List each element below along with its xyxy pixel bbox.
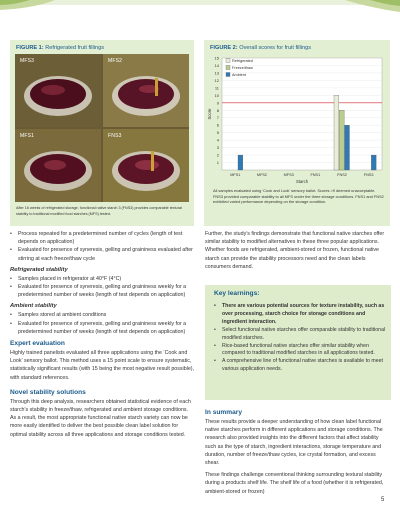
list-item: • Evaluated for presence of syneresis, gelling and graininess evaluated after stirring at each freeze/thaw cycle xyxy=(10,246,194,262)
legend-label: Ambient xyxy=(232,73,246,77)
y-tick-label: 4 xyxy=(216,137,219,143)
photo-panel-mfs2 xyxy=(103,54,189,127)
panel-label-mfs2: MFS2 xyxy=(108,58,123,64)
x-tick-label: MFS2 xyxy=(256,173,268,177)
bar-ambient xyxy=(345,125,350,170)
list-item: • Select functional native starches offer comparable stability to traditional modified starches. xyxy=(214,327,386,343)
ambient-bullets xyxy=(10,311,194,336)
bar-ambient xyxy=(371,155,376,170)
figure-1-label: FIGURE 1: xyxy=(16,45,44,51)
refrigerated-heading: Refrigerated stability xyxy=(10,266,68,273)
list-item: • Process repeated for a predetermined number of cycles (length of test depends on application) xyxy=(10,230,194,246)
figure-1-caption: After 16 weeks of refrigerated storage, functional native starch 3 (FNS3) provides comparable textural stability to traditional modified food starches (MFS) tested. xyxy=(16,206,182,216)
y-tick-label: 14 xyxy=(214,62,219,68)
scores-chart xyxy=(204,40,390,186)
plot-area xyxy=(222,58,382,170)
legend-swatch xyxy=(226,59,230,63)
summary-paragraph-2: These findings challenge conventional thinking surrounding textural stability during a products shelf life. The shelf life of a food (whether it is refrigerated, ambient-stored or frozen) xyxy=(205,472,384,495)
photo-panel-mfs1 xyxy=(15,129,101,202)
legend-label: Refrigerated xyxy=(232,59,253,63)
left-column xyxy=(10,230,194,439)
bar-freeze-thaw xyxy=(339,110,344,170)
y-tick-label: 3 xyxy=(216,145,219,151)
figure-2-label: FIGURE 2: xyxy=(210,45,238,51)
expert-evaluation-text: Highly trained panelists evaluated all three applications using the ‘Cook and Look’ sensory ballot. This method uses a 15 point scale to ensure systematic, statistically significant results (with 15 being the most negative result possible), with standard references. xyxy=(10,350,195,381)
legend-label: Freeze/thaw xyxy=(232,66,253,70)
y-axis-label: Score xyxy=(207,108,212,120)
fruit-filling-photo xyxy=(15,54,189,202)
y-tick-label: 9 xyxy=(216,100,219,106)
key-learnings-list xyxy=(214,303,386,374)
expert-evaluation-heading: Expert evaluation xyxy=(10,340,65,348)
novel-solutions-heading: Novel stability solutions xyxy=(10,388,86,396)
y-tick-label: 7 xyxy=(216,115,219,121)
list-item: • Evaluated for presence of syneresis, gelling and graininess weekly for a predetermined number of weeks (length of test depends on application) xyxy=(10,283,194,299)
y-tick-label: 12 xyxy=(214,77,219,83)
y-tick-label: 6 xyxy=(216,122,219,128)
figure-2 xyxy=(204,40,390,226)
bar-ambient xyxy=(238,155,243,170)
method-bullets xyxy=(10,230,194,263)
figure-1-title-text: Refrigerated fruit fillings xyxy=(45,45,104,51)
figure-2-caption: All samples evaluated using ‘Cook and Look’ sensory ballot. Scores >9 deemed unacceptable. FNS3 provided comparable stability to all MFS under the three storage conditions. FNS1 and FNS2 exhibited varied performance depending on the storage condition. xyxy=(213,188,384,205)
list-item: • Samples stored at ambient conditions xyxy=(10,311,194,319)
list-item: • There are various potential sources for texture instability, such as over processing, starch choice for storage conditions and ingredient interaction. xyxy=(214,303,386,327)
key-learnings-box xyxy=(205,285,391,400)
photo-panel-fns3 xyxy=(103,129,189,202)
y-tick-label: 13 xyxy=(214,70,219,76)
key-learnings-heading: Key learnings: xyxy=(214,290,260,297)
figure-1 xyxy=(10,40,194,226)
legend-swatch xyxy=(226,66,230,70)
list-item: • Samples placed in refrigerator at 40°F (4°C) xyxy=(10,275,194,283)
list-item: • Rice-based functional native starches offer similar stability when compared to traditional modified starches in all applications tested. xyxy=(214,343,386,359)
legend-swatch xyxy=(226,73,230,77)
y-tick-label: 11 xyxy=(214,85,219,91)
panel-label-mfs3: MFS3 xyxy=(20,58,35,64)
figure-1-title xyxy=(16,45,104,51)
y-tick-label: 2 xyxy=(216,152,219,158)
x-tick-label: MFS1 xyxy=(230,173,241,177)
novel-solutions-text: Through this deep analysis, researchers obtained statistical evidence of each starch’s stability in freeze/thaw, refrigerated and ambient storage conditions. As a result, the most appropriate functional native starch variety can now be more easily identified to deliver the best possible clean label solution for optimal stability across all three applications and storage conditions tested. xyxy=(10,398,191,438)
bar-refrigerated xyxy=(334,95,339,170)
y-tick-label: 8 xyxy=(216,107,219,113)
x-tick-label: MFS3 xyxy=(283,173,294,177)
x-axis-label: Starch xyxy=(295,179,309,184)
y-tick-label: 15 xyxy=(214,55,219,61)
photo-panel-mfs3 xyxy=(15,54,101,127)
page-number: 5 xyxy=(381,497,385,503)
figure-2-title-text: Overall scores for fruit fillings xyxy=(239,45,312,51)
list-item: • A comprehensive line of functional native starches is available to meet various application needs. xyxy=(214,358,386,374)
x-tick-label: FNS2 xyxy=(337,173,347,177)
findings-paragraph: Further, the study’s findings demonstrate that functional native starches offer similar stability to modified alternatives in these three popular applications. Whether foods are refrigerated, ambient-stored or frozen, functional native starch can provide the stability processors need and the clean labels consumers demand. xyxy=(205,231,385,270)
summary-paragraph-1: These results provide a deeper understanding of how clean label functional native starches perform in different applications and storage conditions. The research also provided insights into the different factors that affect stability such as the type of starch, ingredient interactions, storage temperature and duration, number of freeze/thaw cycles, ice crystal formation, and excess shear. xyxy=(205,419,383,467)
x-tick-label: FNS3 xyxy=(363,173,374,177)
right-column xyxy=(205,230,391,271)
y-tick-label: 5 xyxy=(216,130,219,136)
refrigerated-bullets xyxy=(10,275,194,300)
y-tick-label: 10 xyxy=(214,92,219,98)
y-tick-label: 1 xyxy=(216,160,219,166)
list-item: • Evaluated for presence of syneresis, gelling and graininess weekly for a predetermined number of weeks (length of test depends on application) xyxy=(10,320,194,336)
summary-heading: In summary xyxy=(205,409,243,416)
panel-label-fns3: FNS3 xyxy=(108,133,122,139)
x-tick-label: FNS1 xyxy=(310,173,321,177)
summary-section xyxy=(205,405,391,496)
corner-decoration xyxy=(0,0,400,20)
panel-label-mfs1: MFS1 xyxy=(20,133,35,139)
ambient-heading: Ambient stability xyxy=(10,303,57,310)
